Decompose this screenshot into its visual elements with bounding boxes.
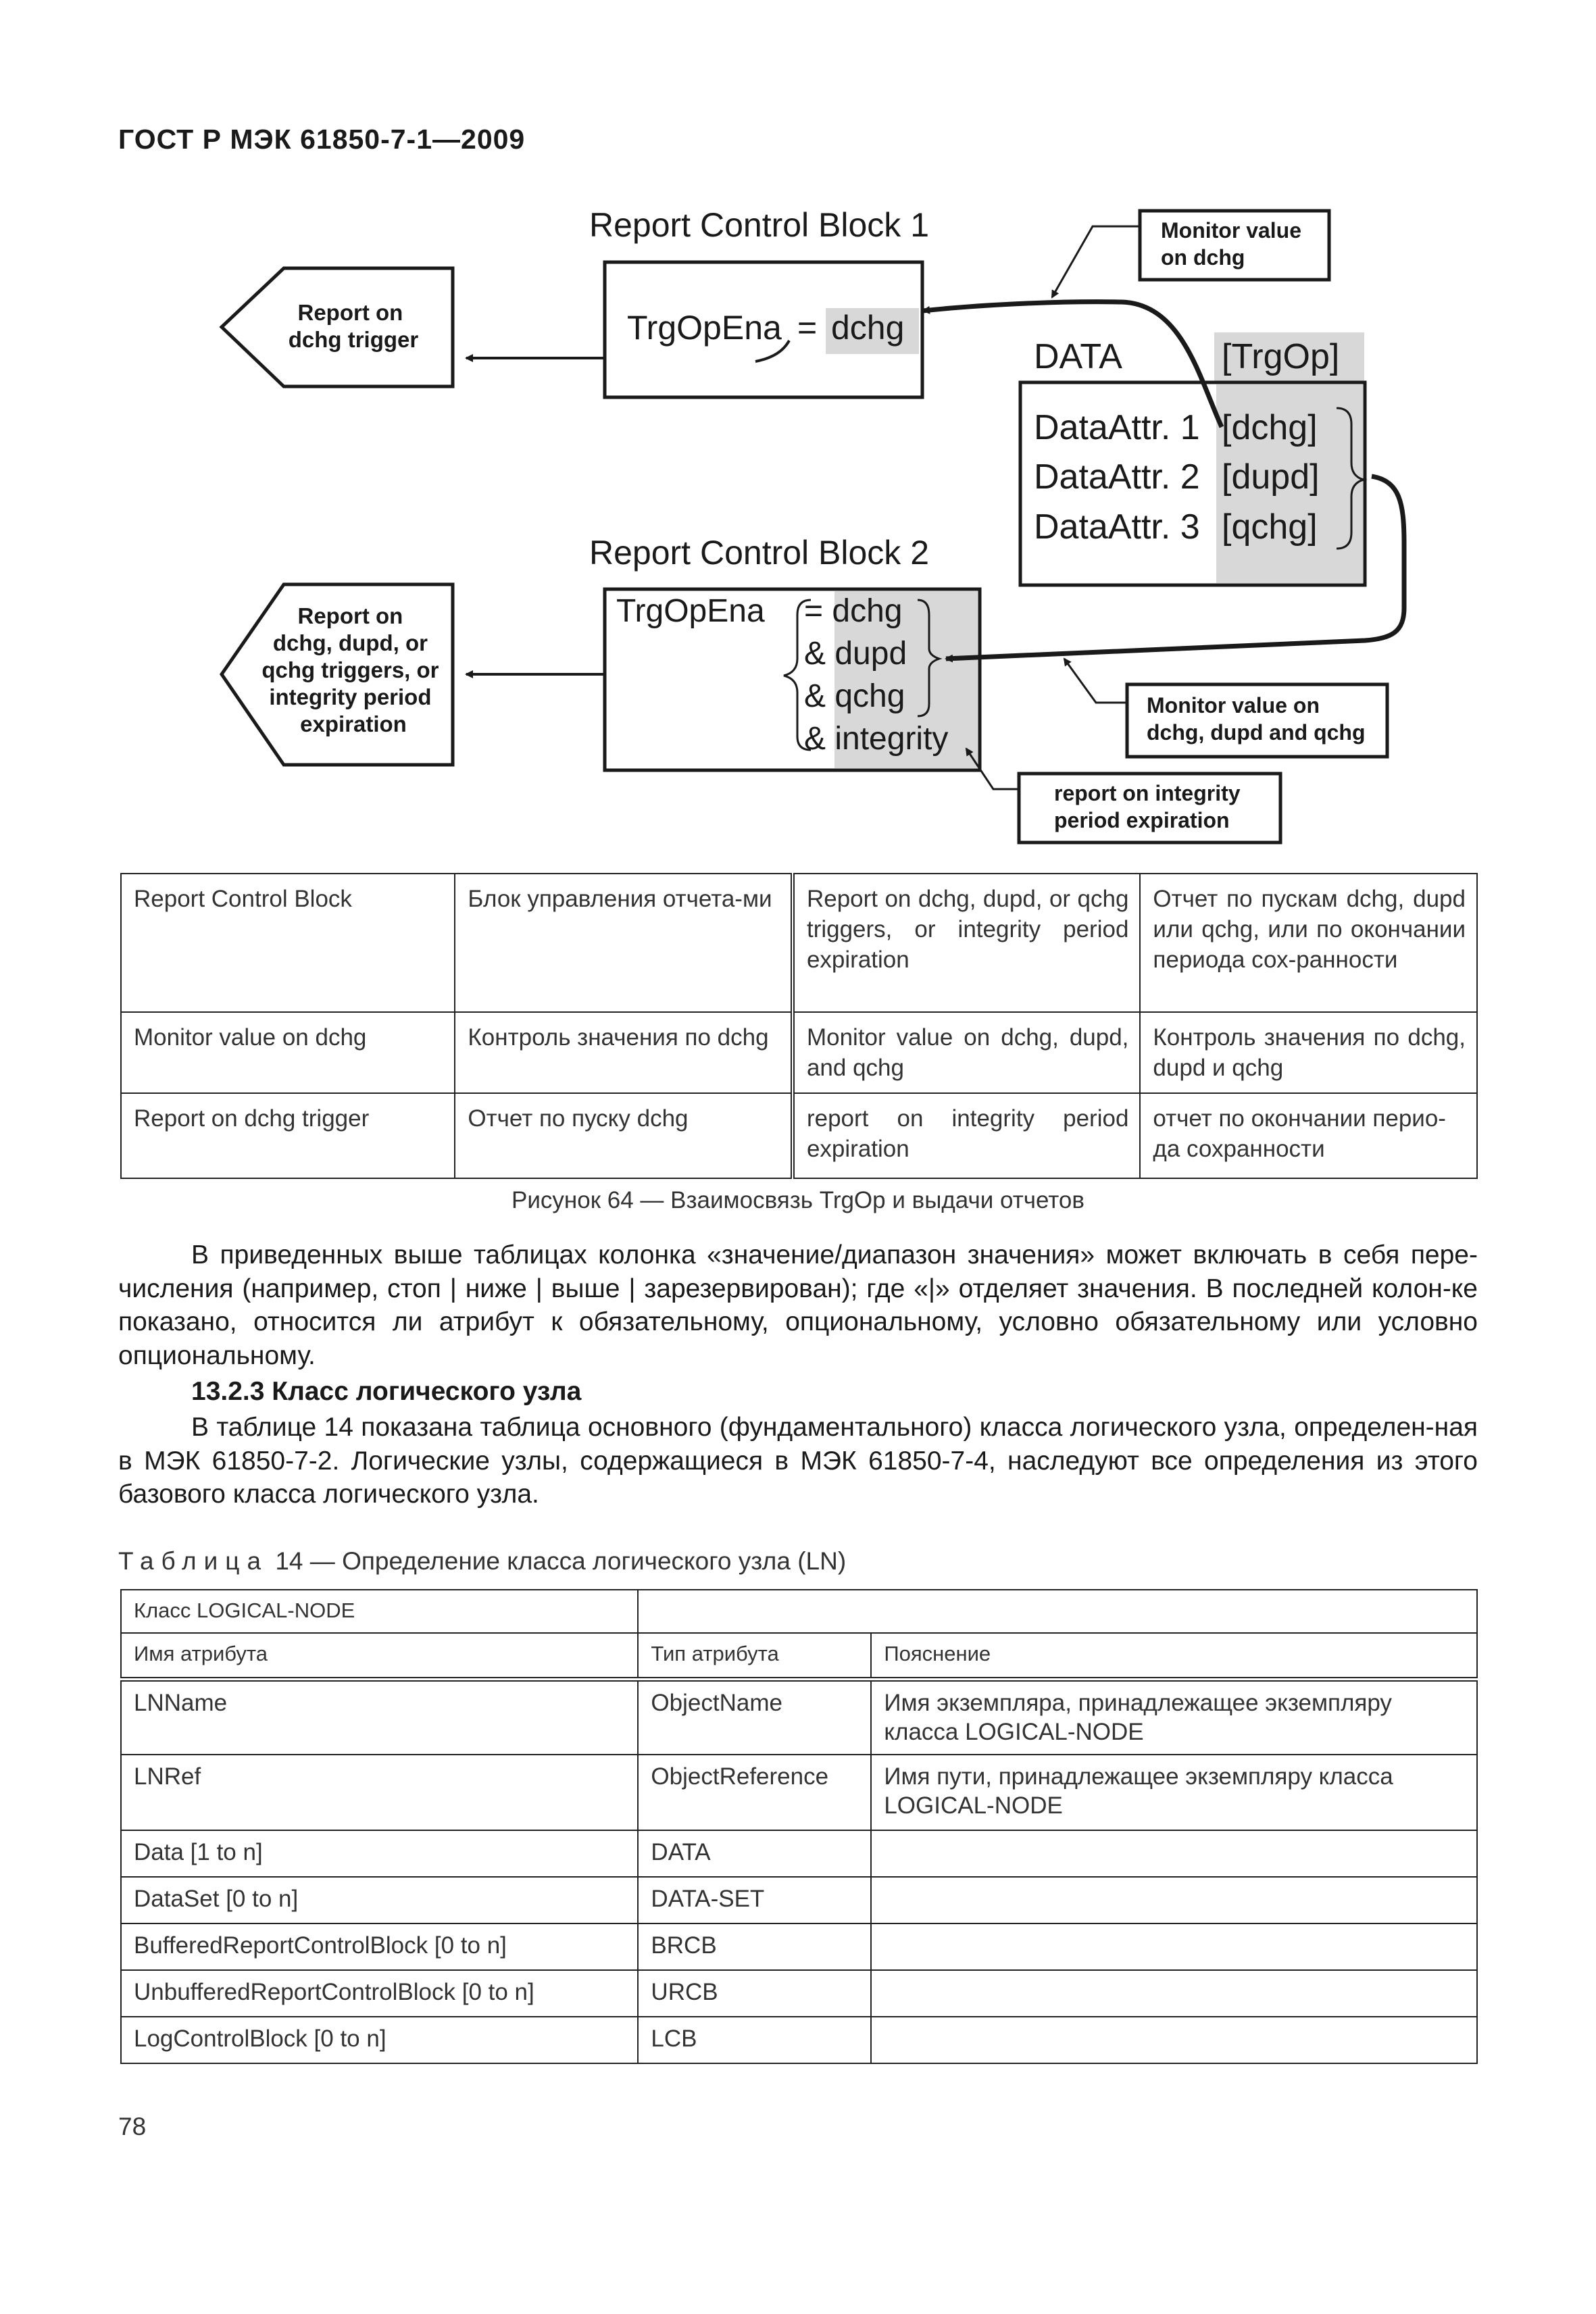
rcb1-title: Report Control Block 1 [589, 206, 930, 244]
class-label-cell: Класс LOGICAL-NODE [121, 1590, 638, 1633]
table-row [121, 1877, 1477, 1923]
table-row [121, 874, 1477, 1012]
table-row [121, 1012, 1477, 1093]
class-empty-cell [638, 1590, 1477, 1633]
table-cell [871, 2017, 1477, 2063]
table-cell: ObjectReference [638, 1755, 871, 1830]
table-row [121, 1590, 1477, 1633]
table-row [121, 1093, 1477, 1178]
rcb1-eq: = [797, 309, 818, 347]
glossary-cell: Report on dchg trigger [121, 1093, 455, 1178]
table-cell: Имя пути, принадлежащее экземпляру класса LOGICAL-NODE [871, 1755, 1477, 1830]
table-cell: DATA-SET [638, 1877, 871, 1923]
table-row [121, 1679, 1477, 1755]
rcb2-title: Report Control Block 2 [589, 534, 930, 572]
trgop-label: [TrgOp] [1222, 337, 1340, 376]
table-cell: LNRef [121, 1755, 638, 1830]
table-cell [871, 1877, 1477, 1923]
glossary-cell: Отчет по пускам dchg, dupd или qchg, или по окончании периода сох-ранности [1140, 874, 1477, 1012]
report2-label: Report on dchg, dupd, or qchg triggers, or integrity period expiration [261, 603, 439, 736]
table-row [121, 1923, 1477, 1970]
page-header: ГОСТ Р МЭК 61850-7-1—2009 [118, 124, 526, 155]
data-label: DATA [1034, 337, 1122, 376]
monitor2-pointer [1064, 659, 1127, 703]
data-attr-triggers: [dchg] [dupd] [qchg] [1222, 408, 1320, 547]
table-cell: ObjectName [638, 1679, 871, 1755]
paragraph-2: В таблице 14 показана таблица основного (фундаментального) класса логического узла, определен-ная в МЭК 61850-7-2. Логические узлы, содержащиеся в МЭК 61850-7-4, наследуют все определения из этого базового класса логического узла. [118, 1413, 1478, 1509]
monitor1-label: Monitor value on dchg [1161, 218, 1302, 270]
table-cell: DATA [638, 1830, 871, 1877]
table-cell: BRCB [638, 1923, 871, 1970]
table-cell [871, 1923, 1477, 1970]
header-cell: Тип атрибута [638, 1633, 871, 1679]
data-attr-names: DataAttr. 1 DataAttr. 2 DataAttr. 3 [1034, 408, 1200, 547]
logical-node-table [120, 1589, 1478, 2064]
table-row [121, 2017, 1477, 2063]
glossary-cell: Monitor value on dchg, dupd, and qchg [793, 1012, 1140, 1093]
glossary-cell: Контроль значения по dchg [455, 1012, 793, 1093]
glossary-cell: Контроль значения по dchg, dupd и qchg [1140, 1012, 1477, 1093]
header-cell: Имя атрибута [121, 1633, 638, 1679]
table-row [121, 1755, 1477, 1830]
header-cell: Пояснение [871, 1633, 1477, 1679]
table-cell: LCB [638, 2017, 871, 2063]
table-row [121, 1830, 1477, 1877]
integrity-label: report on integrity period expiration [1054, 781, 1241, 832]
monitor2-label: Monitor value on dchg, dupd and qchg [1147, 693, 1366, 745]
glossary-cell: Monitor value on dchg [121, 1012, 455, 1093]
table-cell: BufferedReportControlBlock [0 to n] [121, 1923, 638, 1970]
page-number: 78 [118, 2113, 147, 2140]
paragraph-1: В приведенных выше таблицах колонка «значение/диапазон значения» может включать в себя пере-числения (например, стоп | ниже | выше | зарезервирован); где «|» отделяет значения. В последней колон-ке показано, относится ли атрибут к обязательному, опциональному, условно обязательному или условно опциональному. [118, 1240, 1478, 1370]
glossary-cell: Блок управления отчета-ми [455, 874, 793, 1012]
table-cell [871, 1970, 1477, 2017]
glossary-cell: Report on dchg, dupd, or qchg triggers, or integrity period expiration [793, 874, 1140, 1012]
rcb2-values: = dchg & dupd & qchg & integrity [804, 593, 949, 757]
table-cell: LogControlBlock [0 to n] [121, 2017, 638, 2063]
table-cell: Имя экземпляра, принадлежащее экземпляру класса LOGICAL-NODE [871, 1679, 1477, 1755]
table-cell: LNName [121, 1679, 638, 1755]
glossary-cell: Report Control Block [121, 874, 455, 1012]
table-cell [871, 1830, 1477, 1877]
table-cell: UnbufferedReportControlBlock [0 to n] [121, 1970, 638, 2017]
table-cell: DataSet [0 to n] [121, 1877, 638, 1923]
table-cell: Data [1 to n] [121, 1830, 638, 1877]
table-header-row [121, 1633, 1477, 1679]
table-row [121, 1970, 1477, 2017]
rcb1-value: dchg [831, 309, 905, 347]
glossary-cell: report on integrity period expiration [793, 1093, 1140, 1178]
glossary-cell: отчет по окончании перио-да сохранности [1140, 1093, 1477, 1178]
section-heading: 13.2.3 Класс логического узла [191, 1377, 582, 1406]
rcb2-field: TrgOpEna [616, 593, 765, 629]
figure-caption: Рисунок 64 — Взаимосвязь TrgOp и выдачи отчетов [512, 1187, 1084, 1213]
rcb1-field: TrgOpEna [627, 309, 782, 347]
glossary-table [120, 873, 1478, 1179]
table-cell: URCB [638, 1970, 871, 2017]
monitor1-pointer [1052, 226, 1140, 297]
trgop-diagram [0, 0, 1596, 865]
glossary-cell: Отчет по пуску dchg [455, 1093, 793, 1178]
table-title: Таблица 14 — Определение класса логического узла (LN) [118, 1547, 847, 1575]
report1-label: Report on dchg trigger [288, 300, 419, 352]
